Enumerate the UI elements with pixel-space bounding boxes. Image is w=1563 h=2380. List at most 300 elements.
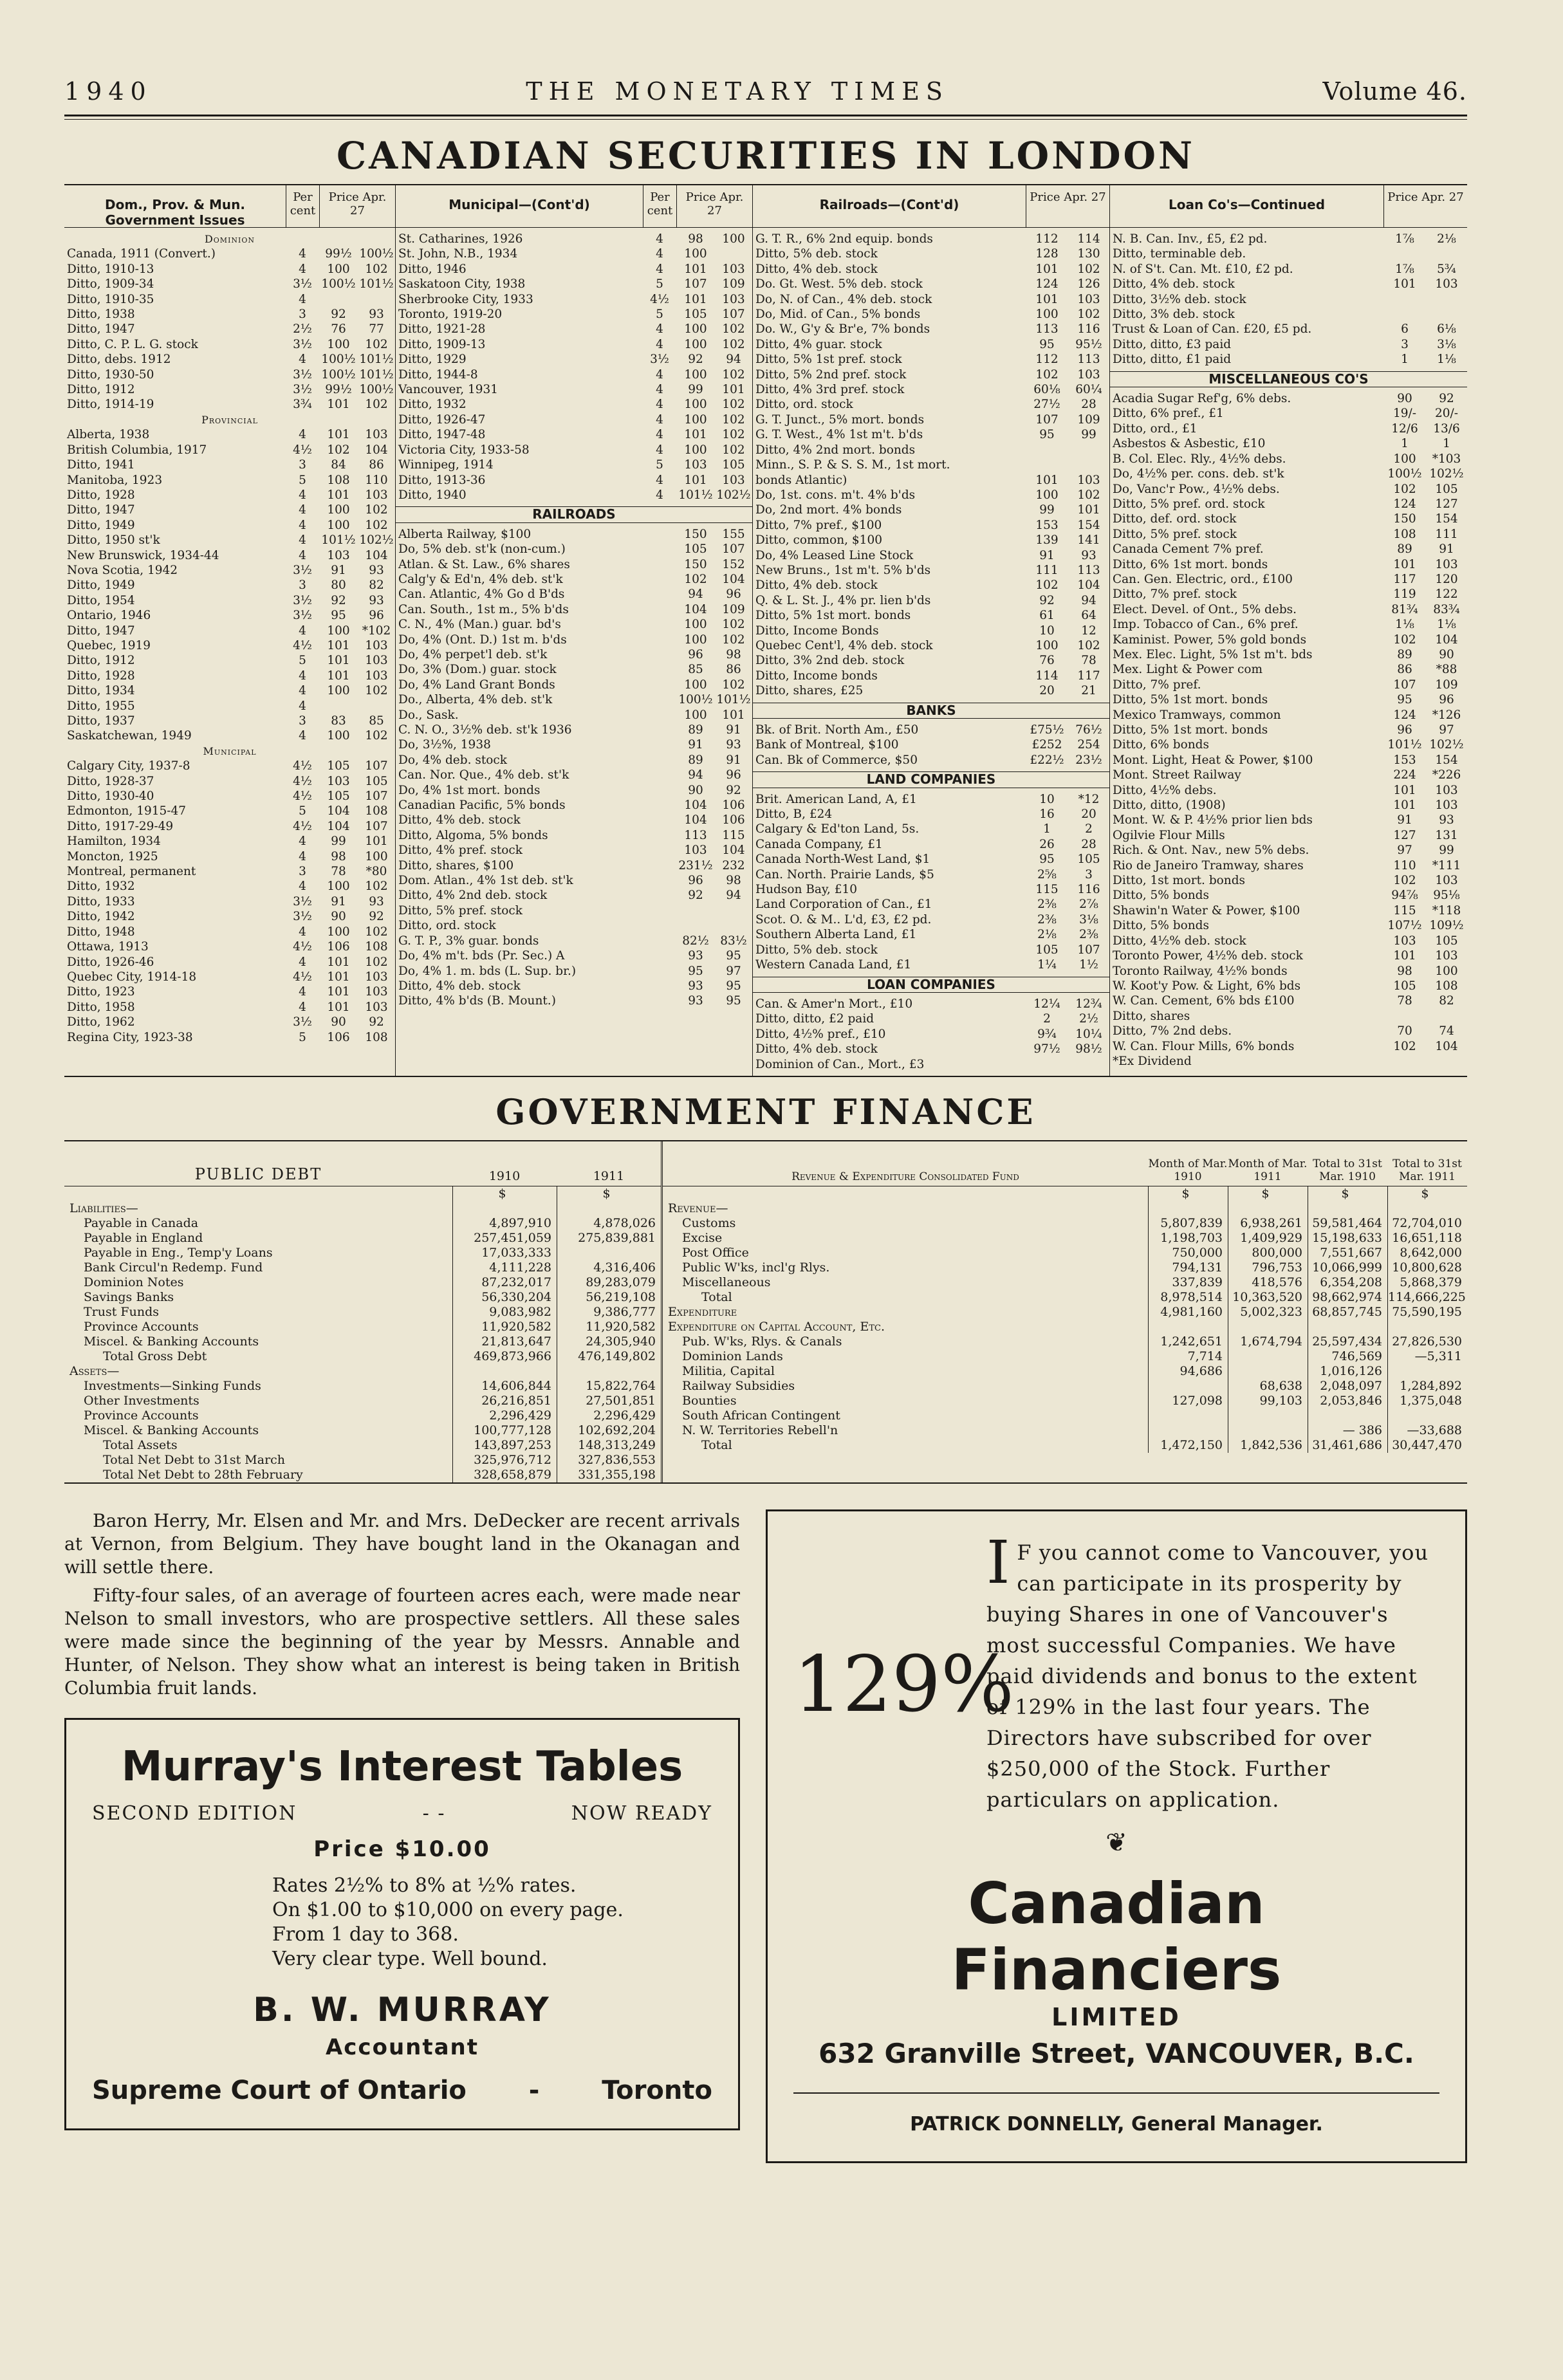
column-heading: Dom., Prov. & Mun. Government Issues bbox=[105, 197, 245, 228]
price-low: 101 bbox=[1393, 949, 1416, 963]
security-row bbox=[1110, 352, 1467, 367]
price-high: *12 bbox=[1078, 792, 1100, 806]
finance-value: 746,569 bbox=[1308, 1349, 1387, 1364]
security-name: Do, 5% deb. st'k (non-cum.) bbox=[398, 542, 566, 557]
finance-value: 476,149,802 bbox=[557, 1349, 661, 1364]
finance-value: 8,642,000 bbox=[1387, 1246, 1467, 1260]
price-low: 101 bbox=[327, 955, 350, 969]
security-name: Ditto, 1913-36 bbox=[398, 473, 486, 487]
security-row bbox=[64, 563, 395, 578]
security-row bbox=[396, 352, 752, 367]
security-row bbox=[1110, 466, 1467, 481]
security-row bbox=[1110, 391, 1467, 406]
finance-row bbox=[663, 1334, 1467, 1349]
finance-label: Bank Circul'n Redemp. Fund bbox=[84, 1260, 263, 1275]
security-row bbox=[1110, 918, 1467, 933]
security-name: Ditto, 1928 bbox=[67, 669, 135, 683]
price-high: 102 bbox=[365, 880, 388, 894]
price-low: 103 bbox=[684, 844, 707, 858]
interest-rate: 3¾ bbox=[293, 398, 312, 412]
finance-value bbox=[1148, 1379, 1228, 1394]
price-low: 76 bbox=[331, 322, 346, 337]
price-high: 2½ bbox=[1079, 1012, 1098, 1026]
finance-label: Pub. W'ks, Rlys. & Canals bbox=[682, 1334, 842, 1349]
price-low: 100 bbox=[327, 684, 350, 698]
interest-rate: 4½ bbox=[293, 940, 312, 954]
security-row bbox=[64, 443, 395, 457]
security-row bbox=[1110, 602, 1467, 617]
interest-rate bbox=[643, 873, 676, 888]
finance-row bbox=[663, 1394, 1467, 1408]
security-row bbox=[64, 608, 395, 623]
price-low: 103 bbox=[684, 458, 707, 472]
price-high bbox=[1426, 1054, 1467, 1069]
volume-label: Volume 46. bbox=[1322, 77, 1467, 106]
security-name: G. T. West., 4% 1st m't. b'ds bbox=[755, 428, 923, 442]
price-low: 98 bbox=[688, 232, 703, 246]
security-row bbox=[753, 488, 1109, 503]
security-name: Do, 2nd mort. 4% bonds bbox=[755, 503, 902, 517]
advertiser-role: Accountant bbox=[325, 2034, 479, 2060]
security-row bbox=[64, 593, 395, 608]
price-high: 102 bbox=[722, 618, 745, 632]
finance-label: Payable in Eng., Temp'y Loans bbox=[84, 1245, 273, 1260]
security-row bbox=[64, 970, 395, 984]
price-high: 108 bbox=[365, 1030, 388, 1044]
price-low: 102 bbox=[1393, 874, 1416, 888]
security-name: Ditto, Algoma, 5% bonds bbox=[398, 828, 548, 842]
security-name: W. Can. Cement, 6% bds £100 bbox=[1113, 994, 1295, 1008]
price-low: 100 bbox=[1035, 638, 1059, 652]
price-low: 60⅛ bbox=[1033, 383, 1060, 397]
price-high: 103 bbox=[1077, 367, 1100, 382]
finance-value: 6,938,261 bbox=[1228, 1216, 1308, 1231]
security-name: Ditto, ditto, £2 paid bbox=[755, 1012, 874, 1026]
finance-value: 98,662,974 bbox=[1308, 1290, 1387, 1305]
edition-label: SECOND EDITION bbox=[92, 1802, 297, 1825]
security-row bbox=[396, 262, 752, 277]
price-high: 94 bbox=[1081, 593, 1096, 607]
security-name: Ditto, 1934 bbox=[67, 684, 135, 698]
finance-value: 257,451,059 bbox=[452, 1231, 557, 1246]
price-high: 76½ bbox=[1075, 723, 1102, 737]
interest-rate: 4 bbox=[299, 849, 306, 863]
finance-row bbox=[64, 1468, 661, 1482]
security-row bbox=[396, 828, 752, 843]
security-name: Ditto, 1947 bbox=[67, 322, 135, 337]
security-row bbox=[396, 427, 752, 442]
security-name: C. N. O., 3½% deb. st'k 1936 bbox=[398, 723, 572, 737]
finance-row bbox=[663, 1246, 1467, 1260]
security-row bbox=[753, 533, 1109, 548]
murray-advertisement bbox=[64, 1718, 740, 2130]
finance-value: 469,873,966 bbox=[452, 1349, 557, 1364]
security-name: *Ex Dividend bbox=[1113, 1054, 1192, 1068]
security-name: Bk. of Brit. North Am., £50 bbox=[755, 723, 919, 737]
price-low: 115 bbox=[1393, 903, 1416, 918]
security-row bbox=[64, 427, 395, 442]
security-name: Do, 4% deb. stock bbox=[398, 753, 507, 767]
price-high bbox=[1426, 1009, 1467, 1024]
price-high: 103 bbox=[722, 292, 745, 306]
finance-value: 1,409,929 bbox=[1228, 1231, 1308, 1246]
price-high: *118 bbox=[1432, 903, 1461, 918]
price-high: 95 bbox=[726, 994, 741, 1008]
ad-line: Very clear type. Well bound. bbox=[272, 1947, 548, 1970]
security-row bbox=[64, 699, 395, 714]
security-row bbox=[753, 1057, 1109, 1072]
finance-value: 4,316,406 bbox=[557, 1260, 661, 1275]
security-name: Asbestos & Asbestic, £10 bbox=[1113, 437, 1266, 451]
interest-rate: 3 bbox=[299, 714, 306, 728]
price-high: 28 bbox=[1081, 398, 1096, 412]
security-name: Shawin'n Water & Power, $100 bbox=[1113, 903, 1300, 918]
security-name: Can. North. Prairie Lands, $5 bbox=[755, 867, 934, 881]
security-row bbox=[64, 382, 395, 397]
finance-label: Province Accounts bbox=[84, 1319, 199, 1334]
price-high: 102 bbox=[722, 428, 745, 442]
price-high: 21 bbox=[1081, 684, 1096, 698]
price-low: 101 bbox=[1393, 277, 1416, 291]
price-low: 91 bbox=[1039, 548, 1055, 562]
story-paragraph: Baron Herry, Mr. Elsen and Mr. and Mrs. DeDecker are recent arrivals at Vernon, from Belgium. They have bought land in the Okanagan and will settle there. bbox=[64, 1509, 740, 1578]
security-row bbox=[1110, 783, 1467, 798]
price-high: 2 bbox=[1085, 822, 1093, 836]
price-high: 102 bbox=[722, 398, 745, 412]
finance-row bbox=[64, 1334, 661, 1349]
security-name: Ontario, 1946 bbox=[67, 609, 151, 623]
column-heading: Municipal—(Cont'd) bbox=[449, 197, 590, 212]
security-name: Quebec Cent'l, 4% deb. stock bbox=[755, 638, 933, 652]
security-name: Alberta Railway, $100 bbox=[398, 527, 532, 541]
price-high bbox=[358, 699, 395, 714]
security-row bbox=[396, 858, 752, 873]
finance-label: Expenditure on Capital Account, Etc. bbox=[668, 1319, 885, 1334]
security-name: Ditto, 5% pref. stock bbox=[398, 903, 523, 918]
price-low: 150 bbox=[684, 527, 707, 541]
security-row bbox=[64, 322, 395, 337]
price-low: 101 bbox=[327, 488, 350, 502]
interest-rate: 4½ bbox=[293, 774, 312, 788]
finance-label: Dominion Notes bbox=[84, 1275, 184, 1289]
finance-row bbox=[64, 1305, 661, 1320]
price-low: £75½ bbox=[1030, 723, 1064, 737]
finance-row bbox=[64, 1453, 661, 1468]
security-row bbox=[753, 457, 1109, 472]
price-high: 90 bbox=[1439, 647, 1454, 661]
price-low: 101 bbox=[327, 1000, 350, 1014]
security-row bbox=[396, 888, 752, 903]
interest-rate: 3 bbox=[299, 578, 306, 593]
finance-value: 17,033,333 bbox=[452, 1246, 557, 1260]
price-high: 107 bbox=[722, 542, 745, 557]
price-high: 108 bbox=[365, 940, 388, 954]
interest-rate: 3 bbox=[299, 865, 306, 879]
price-high: 100 bbox=[1435, 964, 1458, 978]
finance-value: 75,590,195 bbox=[1387, 1305, 1467, 1320]
interest-rate: 3 bbox=[299, 308, 306, 322]
price-low: 90 bbox=[1397, 392, 1412, 406]
interest-rate bbox=[643, 557, 676, 572]
interest-rate: 4 bbox=[299, 623, 306, 638]
security-row bbox=[396, 473, 752, 488]
price-low: 92 bbox=[1039, 593, 1055, 607]
finance-value bbox=[1308, 1408, 1387, 1423]
security-name: New Brunswick, 1934-44 bbox=[67, 548, 219, 562]
security-row bbox=[1110, 292, 1467, 307]
security-name: Ditto, 5% 1st mort. bonds bbox=[755, 609, 911, 623]
price-high: 102 bbox=[365, 503, 388, 517]
finance-label: Province Accounts bbox=[84, 1408, 199, 1423]
security-name: Saskatchewan, 1949 bbox=[67, 729, 192, 743]
security-row bbox=[1110, 813, 1467, 827]
running-header bbox=[64, 77, 1467, 106]
security-row bbox=[396, 873, 752, 888]
security-row bbox=[64, 1000, 395, 1015]
price-low: 98 bbox=[1397, 964, 1412, 978]
security-name: Ditto, 1962 bbox=[67, 1015, 135, 1029]
finance-value: 4,897,910 bbox=[452, 1216, 557, 1231]
interest-rate: 5 bbox=[299, 473, 306, 487]
security-row bbox=[64, 653, 395, 668]
price-high: 103 bbox=[365, 669, 388, 683]
interest-rate: 4 bbox=[299, 292, 306, 306]
interest-rate: 4 bbox=[299, 669, 306, 683]
finance-row bbox=[663, 1349, 1467, 1364]
security-row bbox=[1110, 964, 1467, 979]
security-name: Montreal, permanent bbox=[67, 865, 196, 879]
price-high: 102 bbox=[365, 518, 388, 532]
interest-rate bbox=[643, 843, 676, 858]
price-high: 103 bbox=[1077, 473, 1100, 487]
security-name: Ditto, shares, £25 bbox=[755, 684, 864, 698]
security-row bbox=[396, 232, 752, 246]
price-high: 103 bbox=[365, 970, 388, 984]
security-name: Calgary & Ed'ton Land, 5s. bbox=[755, 822, 920, 836]
finance-label: Total Net Debt to 28th February bbox=[103, 1467, 303, 1482]
price-high: 97 bbox=[726, 964, 741, 978]
court-label: Supreme Court of Ontario bbox=[92, 2075, 467, 2105]
finance-row bbox=[64, 1364, 661, 1379]
security-row bbox=[1110, 497, 1467, 512]
security-name: Ditto, Income bonds bbox=[755, 669, 878, 683]
security-row bbox=[396, 277, 752, 291]
security-row bbox=[753, 322, 1109, 337]
price-high: 93 bbox=[1439, 813, 1454, 827]
finance-row bbox=[64, 1408, 661, 1423]
security-row bbox=[64, 909, 395, 924]
price-low: 103 bbox=[1393, 934, 1416, 948]
price-high: 104 bbox=[365, 548, 388, 562]
interest-rate: 4 bbox=[299, 533, 306, 548]
price-low: 115 bbox=[1035, 883, 1059, 897]
interest-rate: 4½ bbox=[293, 819, 312, 833]
unit-label: $ bbox=[1228, 1186, 1308, 1201]
finance-label: Total Assets bbox=[103, 1437, 178, 1452]
revenue-heading: Revenue & Expenditure Consolidated Fund bbox=[791, 1170, 1019, 1183]
interest-rate: 4 bbox=[656, 428, 663, 442]
security-row bbox=[753, 723, 1109, 737]
price-low: 101 bbox=[684, 473, 707, 487]
security-name: Ditto, 7% pref. bbox=[1113, 678, 1201, 692]
security-name: Ditto, 1940 bbox=[398, 488, 467, 502]
price-low: 89 bbox=[1397, 647, 1412, 661]
security-row bbox=[753, 927, 1109, 942]
price-low: 1 bbox=[1401, 437, 1409, 451]
price-high: 103 bbox=[722, 262, 745, 276]
finance-label: Payable in Canada bbox=[84, 1215, 199, 1230]
finance-row bbox=[663, 1290, 1467, 1305]
price-high: 108 bbox=[1435, 979, 1458, 993]
security-row bbox=[753, 262, 1109, 277]
security-row bbox=[396, 918, 752, 933]
price-high: 101½ bbox=[359, 367, 394, 382]
security-name: Ditto, ditto, £1 paid bbox=[1113, 353, 1232, 367]
security-row bbox=[396, 993, 752, 1008]
security-row bbox=[1110, 482, 1467, 497]
finance-value: 56,330,204 bbox=[452, 1290, 557, 1305]
price-high: 102½ bbox=[1429, 738, 1464, 752]
finance-label: South African Contingent bbox=[682, 1408, 840, 1423]
security-row bbox=[1110, 737, 1467, 752]
price-low: 103 bbox=[327, 548, 350, 562]
price-high: 104 bbox=[722, 572, 745, 586]
price-high: 120 bbox=[1435, 572, 1458, 586]
security-row bbox=[396, 903, 752, 918]
security-name: Do, 3½%, 1938 bbox=[398, 738, 491, 752]
security-name: Mont. W. & P. 4½% prior lien bds bbox=[1113, 813, 1313, 827]
security-row bbox=[1110, 647, 1467, 662]
price-high: 107 bbox=[365, 759, 388, 773]
interest-rate: 5 bbox=[299, 1030, 306, 1044]
price-low: 102 bbox=[1393, 1039, 1416, 1053]
finance-value: 4,111,228 bbox=[452, 1260, 557, 1275]
price-low: 106 bbox=[327, 1030, 350, 1044]
security-row bbox=[64, 533, 395, 548]
price-high: 108 bbox=[365, 804, 388, 818]
price-low: 95 bbox=[1039, 428, 1055, 442]
interest-rate bbox=[643, 858, 676, 873]
finance-label: Post Office bbox=[682, 1245, 749, 1260]
security-row bbox=[1110, 527, 1467, 542]
finance-row bbox=[663, 1364, 1467, 1379]
security-row bbox=[396, 948, 752, 963]
finance-value: 24,305,940 bbox=[557, 1334, 661, 1349]
security-name: Land Corporation of Can., £1 bbox=[755, 898, 932, 912]
price-low: £22½ bbox=[1030, 753, 1064, 767]
price-high: 93 bbox=[1081, 548, 1096, 562]
price-low: 76 bbox=[1039, 654, 1055, 668]
price-high: *126 bbox=[1432, 708, 1461, 722]
security-row bbox=[1110, 888, 1467, 903]
price-high: 117 bbox=[1077, 669, 1100, 683]
finance-value: 15,822,764 bbox=[557, 1379, 661, 1394]
security-row bbox=[753, 367, 1109, 382]
security-row bbox=[1110, 948, 1467, 963]
security-name: Ditto, 4½% deb. stock bbox=[1113, 934, 1246, 948]
security-name: Do., Alberta, 4% deb. st'k bbox=[398, 693, 553, 707]
price-low: 110 bbox=[1393, 858, 1416, 872]
security-name: Ditto, 3% 2nd deb. stock bbox=[755, 654, 905, 668]
price-low: 81¾ bbox=[1391, 602, 1418, 616]
price-high: 102 bbox=[365, 684, 388, 698]
finance-label: Savings Banks bbox=[84, 1289, 174, 1304]
security-row bbox=[753, 943, 1109, 957]
finance-value: 26,216,851 bbox=[452, 1394, 557, 1408]
security-row bbox=[753, 1027, 1109, 1042]
security-row bbox=[396, 934, 752, 948]
interest-rate bbox=[643, 993, 676, 1008]
price-low: 96 bbox=[688, 647, 703, 661]
finance-row bbox=[64, 1216, 661, 1231]
security-row bbox=[753, 292, 1109, 307]
company-address: 632 Granville Street, VANCOUVER, B.C. bbox=[818, 2037, 1414, 2069]
finance-row bbox=[64, 1246, 661, 1260]
security-row bbox=[396, 662, 752, 677]
price-high: 141 bbox=[1077, 533, 1100, 548]
limited-label: LIMITED bbox=[1051, 2002, 1181, 2031]
interest-rate bbox=[643, 768, 676, 782]
price-high: 2⅜ bbox=[1079, 928, 1098, 942]
price-low: 100 bbox=[684, 443, 707, 457]
security-name: Regina City, 1923-38 bbox=[67, 1030, 193, 1044]
finance-row bbox=[663, 1260, 1467, 1275]
price-low: 89 bbox=[688, 723, 703, 737]
price-high: *103 bbox=[1432, 452, 1461, 466]
price-low: 91 bbox=[688, 738, 703, 752]
security-name: Ditto, 7% pref., $100 bbox=[755, 518, 882, 532]
security-name: Ditto, 1910-13 bbox=[67, 262, 154, 276]
price-low: 95 bbox=[1039, 337, 1055, 351]
price-high: 102 bbox=[365, 925, 388, 939]
price-high: 116 bbox=[1077, 322, 1100, 337]
price-high: 1⅛ bbox=[1437, 353, 1456, 367]
finance-value: 275,839,881 bbox=[557, 1231, 661, 1246]
security-row bbox=[753, 653, 1109, 668]
price-low: 104 bbox=[684, 813, 707, 827]
security-row bbox=[64, 669, 395, 683]
interest-rate: 4 bbox=[299, 729, 306, 743]
security-name: Ditto, 1944-8 bbox=[398, 367, 478, 382]
security-name: Mexico Tramways, common bbox=[1113, 708, 1281, 722]
security-row bbox=[64, 955, 395, 970]
security-name: Western Canada Land, £1 bbox=[755, 958, 912, 972]
column-railroads-banks-land-loan bbox=[753, 185, 1110, 1076]
security-row bbox=[1110, 1054, 1467, 1069]
finance-value bbox=[1148, 1320, 1228, 1334]
security-row bbox=[753, 623, 1109, 638]
finance-label: Total Gross Debt bbox=[103, 1349, 207, 1363]
security-row bbox=[396, 307, 752, 322]
price-high: 131 bbox=[1435, 828, 1458, 842]
security-row bbox=[753, 397, 1109, 412]
finance-row bbox=[663, 1231, 1467, 1246]
finance-value: 1,284,892 bbox=[1387, 1379, 1467, 1394]
price-high: 102½ bbox=[716, 488, 751, 502]
security-row bbox=[1110, 617, 1467, 632]
price-high: 98 bbox=[726, 647, 741, 661]
price-low: 95 bbox=[331, 609, 346, 623]
price-high: 101½ bbox=[359, 353, 394, 367]
price-high: 101 bbox=[365, 835, 388, 849]
price-low: 101 bbox=[327, 985, 350, 999]
price-low: 106 bbox=[327, 940, 350, 954]
price-high: 102 bbox=[1077, 308, 1100, 322]
security-name: Ditto, 7% pref. stock bbox=[1113, 587, 1237, 602]
price-high: 12¾ bbox=[1075, 997, 1102, 1011]
price-high: *88 bbox=[1436, 663, 1457, 677]
security-name: Ditto, 1941 bbox=[67, 458, 135, 472]
